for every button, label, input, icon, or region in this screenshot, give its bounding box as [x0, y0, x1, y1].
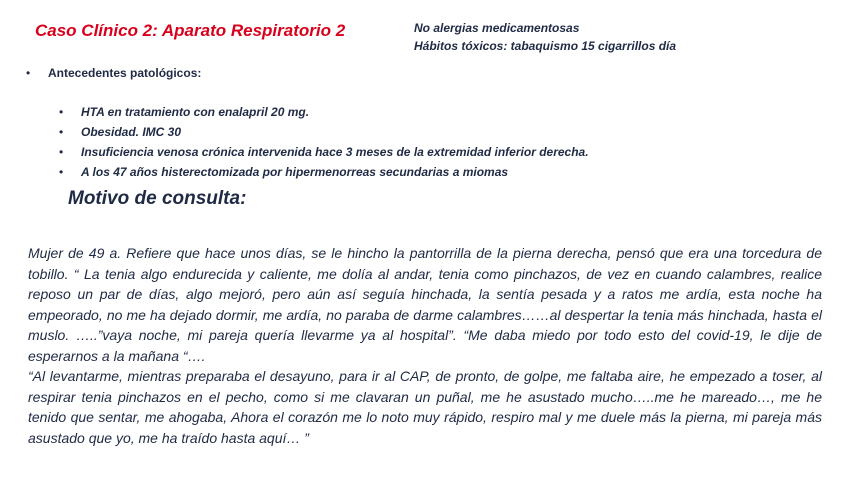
case-narrative [28, 243, 822, 448]
bullet-icon: • [59, 125, 64, 139]
bullet-icon: • [59, 165, 64, 179]
list-item-text: A los 47 años histerectomizada por hipermenorreas secundarias a miomas [81, 165, 509, 179]
toxic-habits-note: Hábitos tóxicos: tabaquismo 15 cigarrillos día [414, 39, 677, 53]
bullet-icon: • [26, 66, 31, 80]
narrative-paragraph-1: Mujer de 49 a. Refiere que hace unos días, se le hincho la pantorrilla de la pierna derecha, pensó que era una torcedura de tobillo. “ La tenia algo endurecida y caliente, me dolía al andar, tenia como pinchazos, de vez en cuando calambres, realice reposo un par de días, algo mejoró, pero aún así seguía hinchada, la sentía pesada y a ratos me ardía, esta noche ha empeorado, no me ha dejado dormir, me ardía, no paraba de darme calambres……al despertar la tenia más hinchada, hasta el muslo. …..”vaya noche, mi pareja quería llevarme ya al hospital”. “Me daba miedo por todo esto del covid-19, le dije de esperarnos a la mañana “…. [28, 245, 822, 364]
list-item [59, 122, 589, 142]
list-item [59, 102, 589, 122]
antecedentes-heading [26, 66, 201, 80]
list-item [59, 142, 589, 162]
list-item [59, 162, 589, 182]
antecedentes-heading-label: Antecedentes patológicos: [48, 66, 202, 80]
list-item-text: Obesidad. IMC 30 [81, 125, 182, 139]
narrative-paragraph-2: “Al levantarme, mientras preparaba el desayuno, para ir al CAP, de pronto, de golpe, me faltaba aire, he empezado a toser, al respirar tenia pinchazos en el pecho, como si me clavaran un puñal, me he asustado mucho…..me he mareado…, me he tenido que sentar, me ahogaba, Ahora el corazón me lo noto muy rápido, respiro mal y me duele más la pierna, mi pareja más asustado que yo, me ha traído hasta aquí… ” [28, 368, 822, 446]
list-item-text: HTA en tratamiento con enalapril 20 mg. [81, 105, 310, 119]
bullet-icon: • [59, 145, 64, 159]
slide-title: Caso Clínico 2: Aparato Respiratorio 2 [35, 21, 346, 40]
allergies-note: No alergias medicamentosas [414, 21, 580, 35]
bullet-icon: • [59, 105, 64, 119]
side-notes [414, 19, 676, 55]
motivo-heading: Motivo de consulta: [68, 188, 247, 209]
antecedentes-list [59, 102, 589, 182]
list-item-text: Insuficiencia venosa crónica intervenida hace 3 meses de la extremidad inferior derecha. [81, 145, 589, 159]
